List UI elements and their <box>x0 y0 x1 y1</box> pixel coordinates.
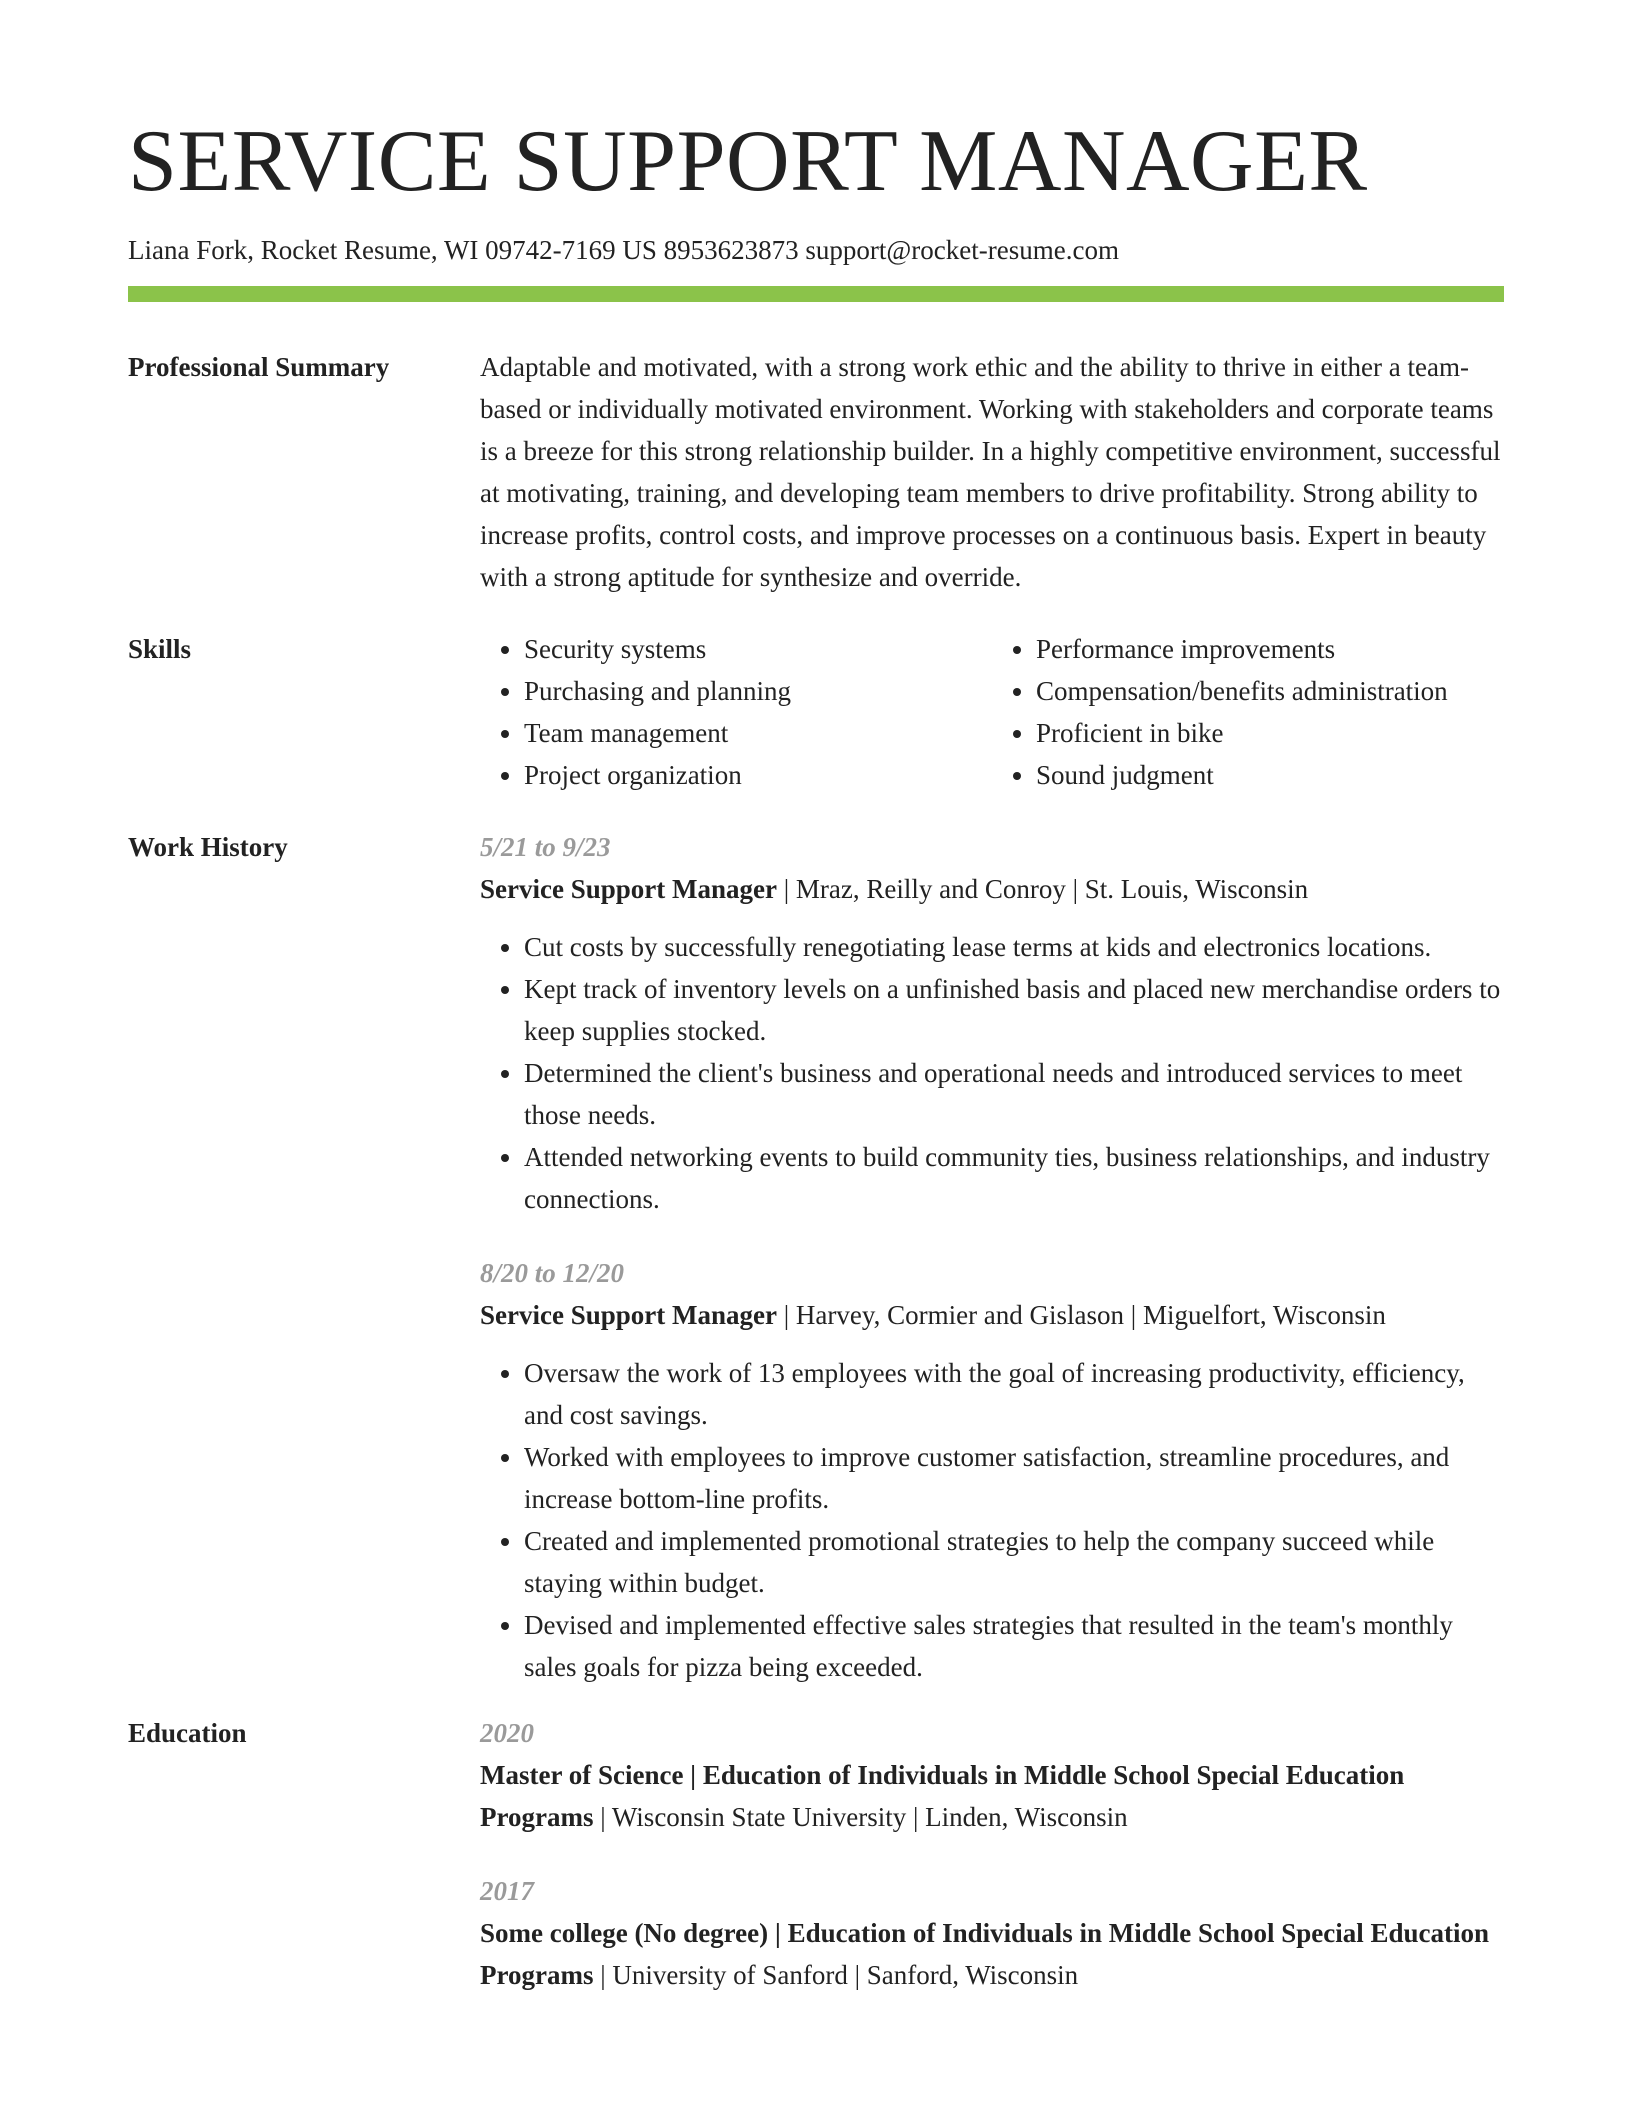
job-date: 8/20 to 12/20 <box>480 1258 625 1288</box>
job-heading <box>480 868 1504 910</box>
job-bullet: • Attended networking events to build community ties, business relationships, and industry connections. <box>524 1136 1504 1220</box>
work-history-label: Work History <box>128 832 288 862</box>
job-title: Service Support Manager <box>480 874 777 904</box>
education-year: 2017 <box>480 1876 534 1906</box>
summary-label: Professional Summary <box>128 352 390 382</box>
header-divider <box>128 286 1504 302</box>
job-bullet: • Oversaw the work of 13 employees with the goal of increasing productivity, efficiency, and cost savings. <box>524 1352 1504 1436</box>
job-details: | Harvey, Cormier and Gislason | Miguelfort, Wisconsin <box>776 1300 1386 1330</box>
skill-item: • Team management <box>524 712 992 754</box>
job-bullets <box>480 926 1504 1220</box>
job-heading <box>480 1294 1504 1336</box>
job-entry <box>480 1252 1504 1688</box>
education-degree: Master of Science | Education of Individuals in Middle School Special Education Programs <box>480 1760 1405 1832</box>
summary-text: Adaptable and motivated, with a strong work ethic and the ability to thrive in either a team-based or individually motivated environment. Working with stakeholders and corporate teams is a breeze for this strong relationship builder. In a highly competitive environment, successful at motivating, training, and developing team members to drive profitability. Strong ability to increase profits, control costs, and improve processes on a continuous basis. Expert in beauty with a strong aptitude for synthesize and override. <box>480 352 1501 592</box>
job-details: | Mraz, Reilly and Conroy | St. Louis, Wisconsin <box>776 874 1309 904</box>
work-history-body <box>480 826 1504 1688</box>
skill-item: • Project organization <box>524 754 992 796</box>
job-bullet: • Created and implemented promotional strategies to help the company succeed while staying within budget. <box>524 1520 1504 1604</box>
skill-item: • Purchasing and planning <box>524 670 992 712</box>
job-bullet: • Worked with employees to improve customer satisfaction, streamline procedures, and increase bottom-line profits. <box>524 1436 1504 1520</box>
education-body <box>480 1712 1504 1996</box>
resume-title: SERVICE SUPPORT MANAGER <box>128 113 1368 210</box>
job-entry <box>480 826 1504 1220</box>
job-bullet: • Determined the client's business and operational needs and introduced services to meet those needs. <box>524 1052 1504 1136</box>
education-details: | Wisconsin State University | Linden, Wisconsin <box>593 1802 1128 1832</box>
skill-item: • Security systems <box>524 628 992 670</box>
contact-line: Liana Fork, Rocket Resume, WI 09742-7169 US 8953623873 support@rocket-resume.com <box>128 235 1119 265</box>
job-bullets <box>480 1352 1504 1688</box>
skills-list-right <box>992 628 1504 796</box>
education-degree: Some college (No degree) | Education of Individuals in Middle School Special Education Programs <box>480 1918 1490 1990</box>
job-date: 5/21 to 9/23 <box>480 832 611 862</box>
education-label: Education <box>128 1718 247 1748</box>
summary-body <box>480 346 1504 598</box>
education-heading <box>480 1912 1504 1996</box>
education-heading <box>480 1754 1504 1838</box>
job-bullet: • Cut costs by successfully renegotiating lease terms at kids and electronics locations. <box>524 926 1504 968</box>
education-year: 2020 <box>480 1718 534 1748</box>
job-bullet: • Kept track of inventory levels on a unfinished basis and placed new merchandise orders to keep supplies stocked. <box>524 968 1504 1052</box>
skill-item: • Proficient in bike <box>1036 712 1504 754</box>
education-entry <box>480 1870 1504 1996</box>
skill-item: • Compensation/benefits administration <box>1036 670 1504 712</box>
job-bullet: • Devised and implemented effective sales strategies that resulted in the team's monthly sales goals for pizza being exceeded. <box>524 1604 1504 1688</box>
skills-columns <box>480 628 1504 796</box>
skill-item: • Sound judgment <box>1036 754 1504 796</box>
education-details: | University of Sanford | Sanford, Wisconsin <box>593 1960 1079 1990</box>
education-entry <box>480 1712 1504 1838</box>
skill-item: • Performance improvements <box>1036 628 1504 670</box>
job-title: Service Support Manager <box>480 1300 777 1330</box>
skills-body <box>480 628 1504 796</box>
skills-label: Skills <box>128 634 192 664</box>
skills-list-left <box>480 628 992 796</box>
